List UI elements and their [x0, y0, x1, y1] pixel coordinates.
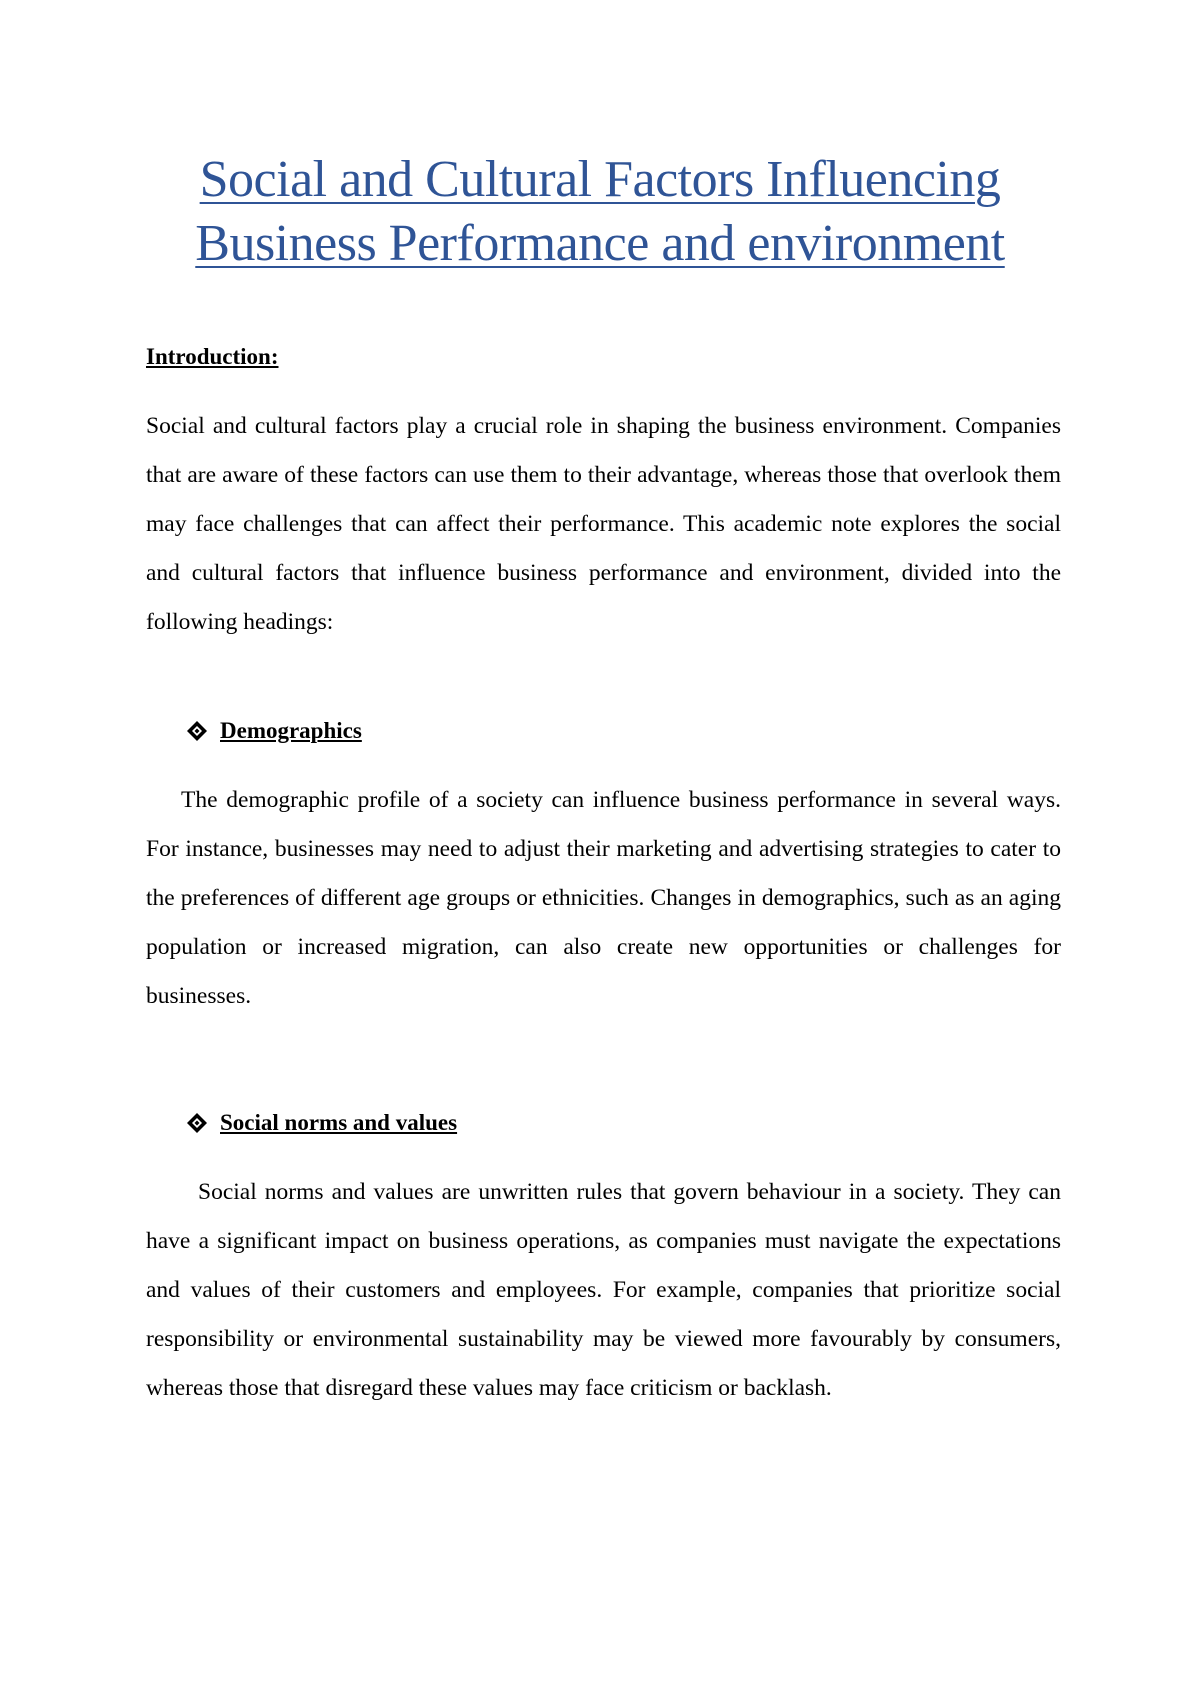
social-norms-heading [186, 1110, 457, 1136]
title-line-1: Social and Cultural Factors Influencing [199, 151, 1001, 208]
demographics-heading-label: Demographics [220, 718, 362, 743]
introduction-paragraph: Social and cultural factors play a crucial role in shaping the business environment. Companies that are aware of these factors can use them to their advantage, whereas those that overlook them may face challenges that can affect their performance. This academic note explores the social and cultural factors that influence business performance and environment, divided into the following headings: [146, 413, 1061, 635]
diamond-bullet-icon [186, 720, 208, 742]
social-norms-paragraph: Social norms and values are unwritten rules that govern behaviour in a society. They can have a significant impact on business operations, as companies must navigate the expectations and values of their customers and employees. For example, companies that prioritize social responsibility or environmental sustainability may be viewed more favourably by consumers, whereas those that disregard these values may face criticism or backlash. [146, 1179, 1061, 1401]
demographics-heading [186, 718, 362, 744]
document-title [120, 148, 1080, 276]
diamond-bullet-icon [186, 1112, 208, 1134]
social-norms-heading-label: Social norms and values [220, 1110, 458, 1135]
introduction-heading: Introduction: [146, 344, 279, 369]
demographics-paragraph: The demographic profile of a society can influence business performance in several ways. For instance, businesses may need to adjust their marketing and advertising strategies to cater to the preferences of different age groups or ethnicities. Changes in demographics, such as an aging population or increased migration, can also create new opportunities or challenges for businesses. [146, 787, 1061, 1009]
title-line-2: Business Performance and environment [195, 215, 1005, 272]
